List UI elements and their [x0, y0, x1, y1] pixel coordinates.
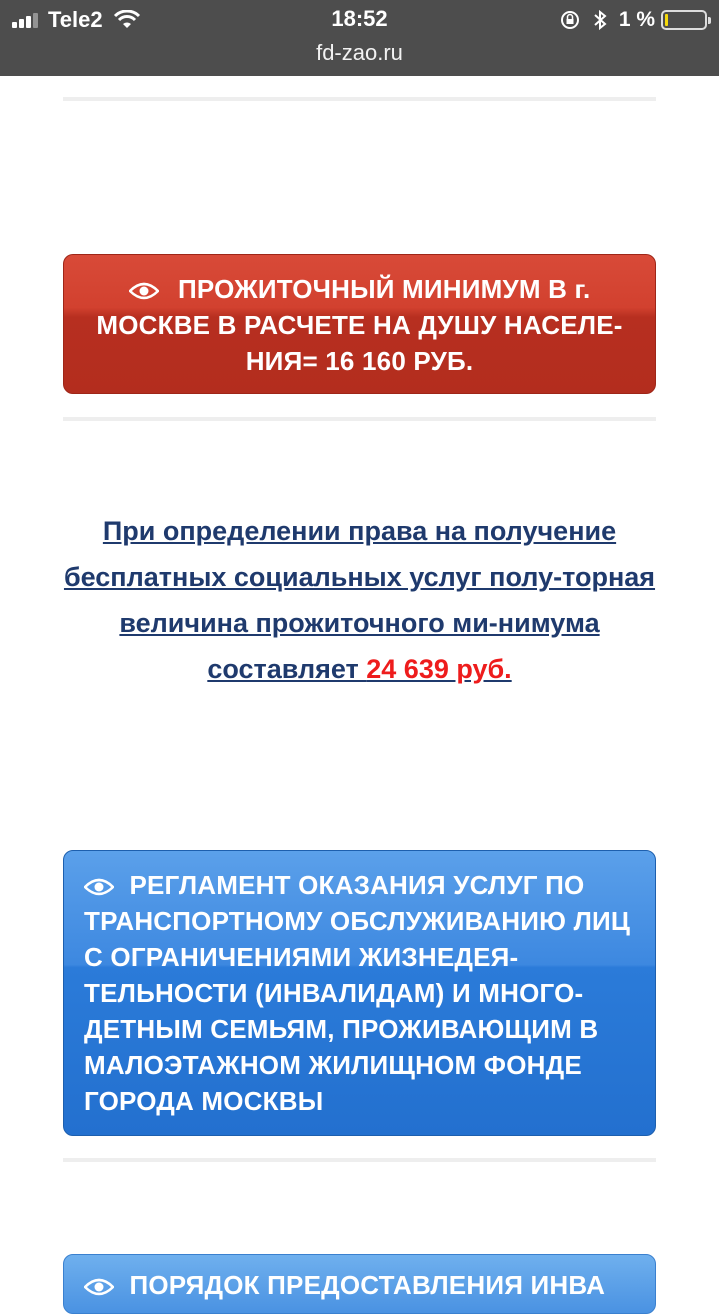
- eye-icon: [129, 281, 159, 301]
- status-bar: [0, 0, 719, 76]
- living-wage-button[interactable]: [63, 254, 656, 394]
- eye-icon: [84, 877, 114, 897]
- address-bar-url[interactable]: fd-zao.ru: [316, 40, 403, 65]
- carrier-name: Tele2: [48, 7, 103, 32]
- status-right: [559, 6, 707, 34]
- info-text: При определении права на получение бесплатных социальных услуг полу-торная величина прожиточного ми-нимума составляет: [63, 516, 656, 684]
- transport-regulation-button[interactable]: [63, 850, 656, 1136]
- divider: [63, 417, 656, 421]
- social-services-link[interactable]: [63, 508, 656, 692]
- battery-icon: [661, 10, 707, 30]
- divider: [63, 1158, 656, 1162]
- regulation-label: РЕГЛАМЕНТ ОКАЗАНИЯ УСЛУГ ПО ТРАНСПОРТНОМУ ОБСЛУЖИВАНИЮ ЛИЦ С ОГРАНИЧЕНИЯМИ ЖИЗНЕДЕЯ-ТЕЛЬНОСТИ (ИНВАЛИДАМ) И МНОГО-ДЕТНЫМ СЕМЬЯМ, ПРОЖИВАЮЩИМ В МАЛОЭТАЖНОМ ЖИЛИЩНОМ ФОНДЕ ГОРОДА МОСКВЫ: [84, 870, 631, 1116]
- bluetooth-icon: [589, 9, 611, 31]
- battery-percent: 1 %: [618, 8, 655, 31]
- living-wage-label: ПРОЖИТОЧНЫЙ МИНИМУМ В г. МОСКВЕ В РАСЧЕТЕ НА ДУШУ НАСЕЛЕ-НИЯ= 16 160 РУБ.: [96, 274, 623, 376]
- procedure-label: ПОРЯДОК ПРЕДОСТАВЛЕНИЯ ИНВА: [129, 1270, 606, 1300]
- procedure-button[interactable]: [63, 1254, 656, 1314]
- rotation-lock-icon: [559, 9, 581, 31]
- eye-icon: [84, 1277, 114, 1297]
- amount-value: 24 639 руб.: [366, 654, 512, 684]
- clock: 18:52: [331, 6, 388, 31]
- divider: [63, 97, 656, 101]
